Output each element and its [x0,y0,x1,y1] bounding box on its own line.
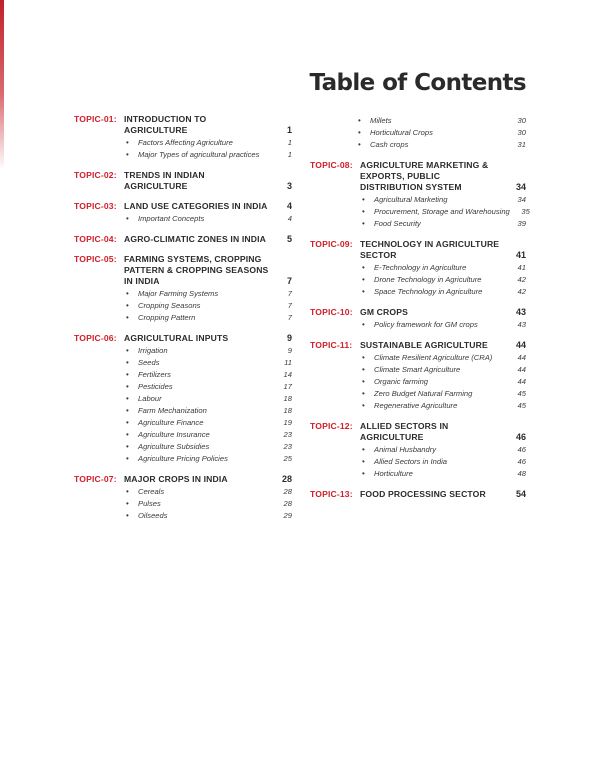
subentry-page-number: 35 [521,207,530,216]
subentry-page-number: 44 [517,353,526,362]
subentry-label: Agriculture Subsidies [138,442,210,451]
bullet-icon: • [126,511,129,520]
bullet-icon: • [126,430,129,439]
toc-subentry[interactable] [310,388,526,400]
toc-subentry[interactable] [310,400,526,412]
subentry-label: Irrigation [138,346,168,355]
bullet-icon: • [126,454,129,463]
toc-subentry[interactable] [310,115,526,127]
bullet-icon: • [362,353,365,362]
toc-topic-entry[interactable] [74,170,292,192]
bullet-icon: • [362,263,365,272]
subentry-page-number: 42 [517,287,526,296]
toc-right-column [310,114,530,500]
bullet-icon: • [362,207,365,216]
subentry-page-number: 34 [517,195,526,204]
subtopic-list [74,486,292,522]
topic-title: AGRICULTURAL INPUTS [124,333,229,343]
topic-number: TOPIC-03: [74,201,117,211]
topic-number: TOPIC-13: [310,489,353,499]
toc-subentry[interactable] [310,352,526,364]
bullet-icon: • [126,150,129,159]
toc-subentry[interactable] [74,149,292,161]
toc-subentry[interactable] [74,288,292,300]
toc-subentry[interactable] [310,218,526,230]
subentry-label: Horticultural Crops [370,128,433,137]
toc-topic-entry[interactable] [310,421,526,443]
subentry-page-number: 45 [517,389,526,398]
subentry-label: Farm Mechanization [138,406,207,415]
topic-number: TOPIC-08: [310,160,353,170]
subtopic-list [74,345,292,465]
topic-number: TOPIC-05: [74,254,117,264]
subentry-page-number: 42 [517,275,526,284]
topic-title: LAND USE CATEGORIES IN INDIA [124,201,268,211]
subentry-page-number: 11 [284,358,292,367]
toc-subentry[interactable] [310,127,526,139]
toc-topic-entry[interactable] [310,340,526,351]
topic-number: TOPIC-09: [310,239,353,249]
topic-page-number: 46 [515,432,526,442]
toc-subentry[interactable] [310,468,526,480]
subentry-label: Pulses [138,499,161,508]
subentry-label: Climate Resilient Agriculture (CRA) [374,353,493,362]
subentry-page-number: 18 [283,394,292,403]
toc-right-topics [310,160,530,500]
subentry-label: Millets [370,116,392,125]
toc-subentry[interactable] [310,444,526,456]
subentry-label: Organic farming [374,377,429,386]
topic-number: TOPIC-06: [74,333,117,343]
subentry-label: Oilseeds [138,511,168,520]
subentry-page-number: 17 [283,382,292,391]
subentry-label: Cropping Seasons [138,301,201,310]
toc-topic-entry[interactable] [310,239,526,261]
topic-page-number: 4 [286,201,292,211]
toc-subentry[interactable] [310,319,526,331]
bullet-icon: • [126,487,129,496]
topic-page-number: 34 [515,182,526,192]
bullet-icon: • [126,301,129,310]
subtopic-list [74,137,292,161]
toc-subentry[interactable] [74,357,292,369]
subentry-label: Labour [138,394,162,403]
subentry-page-number: 7 [287,289,292,298]
bullet-icon: • [358,140,361,149]
subentry-label: Cash crops [370,140,409,149]
toc-subentry[interactable] [74,417,292,429]
topic-number: TOPIC-11: [310,340,353,350]
subentry-page-number: 25 [283,454,292,463]
bullet-icon: • [126,406,129,415]
toc-subentry[interactable] [310,206,530,218]
bullet-icon: • [362,401,365,410]
toc-subentry[interactable] [310,139,526,151]
topic-page-number: 9 [286,333,292,343]
subentry-label: Zero Budget Natural Farming [374,389,473,398]
bullet-icon: • [362,469,365,478]
toc-topic-entry[interactable] [310,160,526,193]
toc-subentry[interactable] [74,381,292,393]
topic-page-number: 43 [515,307,526,317]
toc-topic-entry[interactable] [74,474,292,485]
bullet-icon: • [126,358,129,367]
bullet-icon: • [126,382,129,391]
toc-subentry[interactable] [74,510,292,522]
topic-page-number: 7 [286,276,292,286]
subentry-label: Fertilizers [138,370,171,379]
subentry-label: Procurement, Storage and Warehousing [374,207,510,216]
subentry-label: Policy framework for GM crops [374,320,478,329]
topic-page-number: 1 [286,125,292,135]
topic-page-number: 44 [515,340,526,350]
topic-page-number: 54 [515,489,526,499]
toc-topic-entry[interactable] [74,201,292,212]
toc-subentry[interactable] [310,456,526,468]
subentry-page-number: 14 [283,370,292,379]
topic-title: SUSTAINABLE AGRICULTURE [360,340,488,350]
subentry-label: Climate Smart Agriculture [374,365,461,374]
subentry-page-number: 39 [517,219,526,228]
bullet-icon: • [362,195,365,204]
subentry-page-number: 1 [287,150,292,159]
topic-number: TOPIC-01: [74,114,117,124]
topic-page-number: 28 [281,474,292,484]
topic-title: INTRODUCTION TO AGRICULTURE [124,114,207,135]
bullet-icon: • [362,389,365,398]
toc-topic-entry[interactable] [74,114,292,136]
toc-topic-entry[interactable] [310,307,526,318]
subentry-label: Major Types of agricultural practices [138,150,260,159]
topic-title: MAJOR CROPS IN INDIA [124,474,228,484]
bullet-icon: • [126,214,129,223]
bullet-icon: • [126,138,129,147]
subentry-label: Major Farming Systems [138,289,219,298]
subentry-page-number: 48 [517,469,526,478]
topic-title: FOOD PROCESSING SECTOR [360,489,486,499]
toc-subentry[interactable] [310,364,526,376]
bullet-icon: • [362,219,365,228]
bullet-icon: • [126,289,129,298]
subentry-page-number: 29 [283,511,292,520]
bullet-icon: • [362,320,365,329]
toc-subentry[interactable] [310,194,526,206]
subentry-page-number: 44 [517,365,526,374]
toc-subentry[interactable] [74,300,292,312]
topic-title: TECHNOLOGY IN AGRICULTURE SECTOR [360,239,500,260]
bullet-icon: • [126,418,129,427]
toc-subentry[interactable] [74,312,292,324]
topic-title: TRENDS IN INDIAN AGRICULTURE [124,170,205,191]
topic-number: TOPIC-07: [74,474,117,484]
toc-subentry[interactable] [74,213,292,225]
toc-subentry[interactable] [310,376,526,388]
topic-number: TOPIC-02: [74,170,117,180]
toc-topic-entry[interactable] [74,234,292,245]
toc-subentry[interactable] [74,486,292,498]
bullet-icon: • [362,365,365,374]
subentry-label: Space Technology in Agriculture [374,287,483,296]
subentry-label: Agriculture Finance [138,418,204,427]
subentry-label: Seeds [138,358,160,367]
subentry-page-number: 41 [517,263,526,272]
subentry-page-number: 30 [517,116,526,125]
bullet-icon: • [362,275,365,284]
subtopic-list [310,352,526,412]
bullet-icon: • [126,313,129,322]
bullet-icon: • [362,287,365,296]
page-title: Table of Contents [309,70,526,96]
toc-subentry[interactable] [74,405,292,417]
topic-page-number: 41 [515,250,526,260]
subtopic-list [74,213,292,225]
accent-edge-bar [0,0,4,170]
continued-subtopics [310,115,526,151]
bullet-icon: • [362,445,365,454]
subentry-page-number: 4 [287,214,292,223]
topic-page-number: 3 [286,181,292,191]
bullet-icon: • [358,116,361,125]
subtopic-list [310,262,526,298]
topic-title: GM CROPS [360,307,408,317]
bullet-icon: • [126,499,129,508]
toc-subentry[interactable] [74,369,292,381]
toc-subentry[interactable] [310,262,526,274]
toc-topic-entry[interactable] [310,489,526,500]
toc-left-column [74,114,292,522]
bullet-icon: • [126,370,129,379]
subentry-page-number: 30 [517,128,526,137]
topic-title: AGRICULTURE MARKETING & EXPORTS, PUBLIC DISTRIBUTION SYSTEM [360,160,489,192]
subentry-label: Regenerative Agriculture [374,401,458,410]
bullet-icon: • [126,346,129,355]
subentry-page-number: 23 [283,430,292,439]
subentry-label: Allied Sectors in India [374,457,448,466]
bullet-icon: • [358,128,361,137]
subentry-label: Important Concepts [138,214,205,223]
subtopic-list [310,444,526,480]
subentry-label: Agriculture Insurance [138,430,210,439]
subentry-label: Food Security [374,219,421,228]
topic-title: FARMING SYSTEMS, CROPPING PATTERN & CROPPING SEASONS IN INDIA [124,254,269,286]
topic-title: ALLIED SECTORS IN AGRICULTURE [360,421,449,442]
subtopic-list [310,319,526,331]
subentry-label: Agricultural Marketing [374,195,448,204]
subentry-page-number: 1 [287,138,292,147]
subentry-page-number: 7 [287,301,292,310]
subentry-label: Pesticides [138,382,173,391]
toc-subentry[interactable] [310,286,526,298]
subentry-label: E-Technology in Agriculture [374,263,467,272]
subentry-label: Cereals [138,487,165,496]
subentry-page-number: 23 [283,442,292,451]
subentry-label: Animal Husbandry [374,445,437,454]
toc-subentry[interactable] [74,453,292,465]
subentry-page-number: 44 [517,377,526,386]
subentry-label: Horticulture [374,469,413,478]
subentry-page-number: 28 [283,487,292,496]
subentry-page-number: 28 [283,499,292,508]
bullet-icon: • [126,394,129,403]
topic-number: TOPIC-04: [74,234,117,244]
subentry-page-number: 46 [517,457,526,466]
toc-subentry[interactable] [310,274,526,286]
subentry-label: Factors Affecting Agriculture [138,138,233,147]
bullet-icon: • [362,457,365,466]
toc-subentry[interactable] [74,441,292,453]
subentry-page-number: 46 [517,445,526,454]
bullet-icon: • [126,442,129,451]
topic-number: TOPIC-10: [310,307,353,317]
toc-subentry[interactable] [74,498,292,510]
toc-subentry[interactable] [74,393,292,405]
subentry-page-number: 31 [517,140,526,149]
topic-number: TOPIC-12: [310,421,353,431]
toc-subentry[interactable] [74,429,292,441]
toc-subentry[interactable] [74,137,292,149]
subentry-page-number: 7 [287,313,292,322]
subtopic-list [74,288,292,324]
subentry-page-number: 43 [517,320,526,329]
subentry-page-number: 19 [283,418,292,427]
bullet-icon: • [362,377,365,386]
subentry-label: Agriculture Pricing Policies [138,454,228,463]
topic-title: AGRO-CLIMATIC ZONES IN INDIA [124,234,267,244]
toc-topic-entry[interactable] [74,333,292,344]
subentry-page-number: 18 [283,406,292,415]
subentry-label: Drone Technology in Agriculture [374,275,482,284]
subentry-page-number: 45 [517,401,526,410]
subtopic-list [310,194,530,230]
subentry-label: Cropping Pattern [138,313,196,322]
toc-topic-entry[interactable] [74,254,292,287]
topic-page-number: 5 [286,234,292,244]
subentry-page-number: 9 [287,346,292,355]
toc-subentry[interactable] [74,345,292,357]
